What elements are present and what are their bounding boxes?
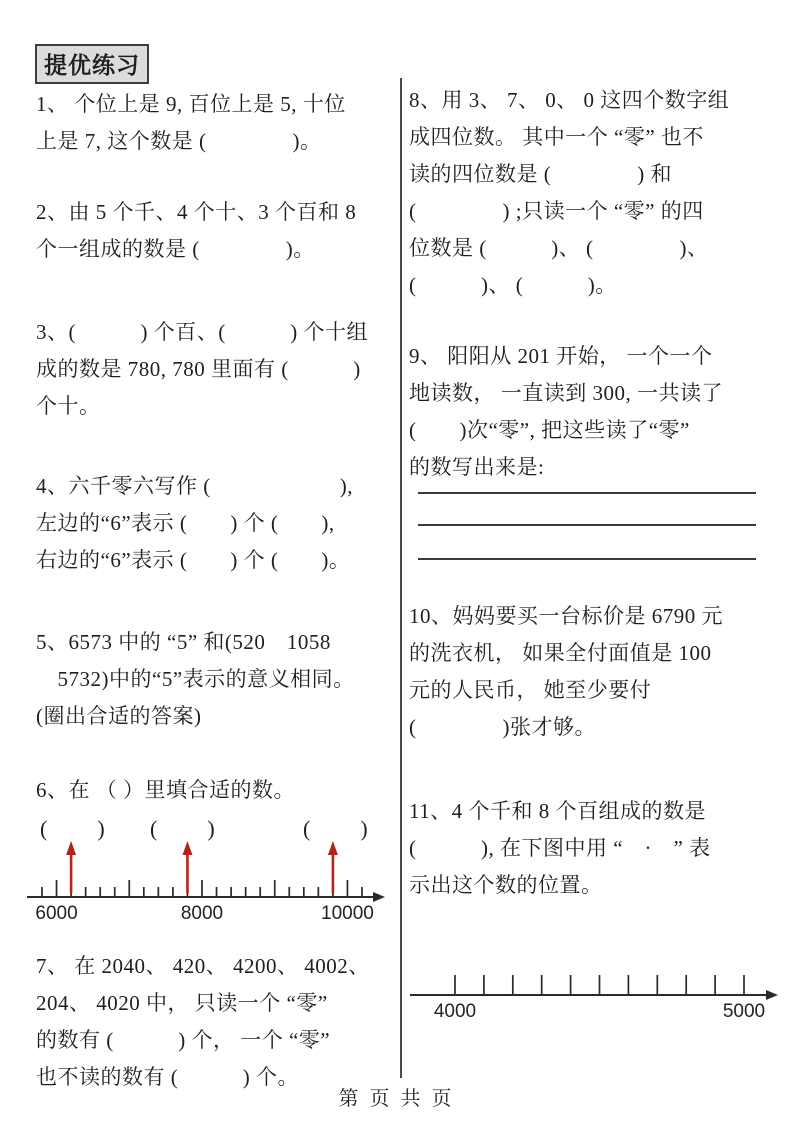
text-line: 的洗衣机， 如果全付面值是 100: [409, 641, 712, 665]
pointer-arrow-head: [182, 841, 192, 855]
page-title: 提优练习: [35, 44, 149, 84]
text-line: 3、( ) 个百、( ) 个十组: [36, 320, 368, 344]
question-4: [36, 468, 398, 579]
question-9: [409, 338, 789, 486]
blank-parens: ( ): [40, 816, 107, 841]
text-line: 11、4 个千和 8 个百组成的数是: [409, 799, 706, 823]
blank-parens: ( ): [150, 816, 217, 841]
answer-line: [418, 492, 756, 494]
text-line: 个十。: [36, 394, 101, 418]
text-line: ( ) ;只读一个 “零” 的四: [409, 199, 704, 223]
text-line: 9、 阳阳从 201 开始， 一个一个: [409, 344, 713, 368]
tick-label: 10000: [321, 903, 374, 924]
question-2: [36, 194, 398, 268]
text-line: ( )张才够。: [409, 715, 596, 739]
text-line: ( )、 ( )。: [409, 273, 617, 297]
text-line: 上是 7, 这个数是 ( )。: [36, 129, 322, 153]
text-line: 位数是 ( )、 ( )、: [409, 236, 709, 260]
text-line: 地读数， 一直读到 300, 一共读了: [409, 381, 723, 405]
blank-parens: ( ): [303, 816, 370, 841]
numberline-4000-5000: [408, 955, 786, 1025]
question-11: [409, 793, 789, 904]
text-line: 7、 在 2040、 420、 4200、 4002、: [36, 954, 370, 978]
text-line: 8、用 3、 7、 0、 0 这四个数字组: [409, 88, 730, 112]
text-line: 元的人民币， 她至少要付: [409, 678, 652, 702]
tick-label: 5000: [722, 1001, 766, 1022]
text-line: 2、由 5 个千、4 个十、3 个百和 8: [36, 200, 357, 224]
text-line: 6、在 （ ）里填合适的数。: [36, 778, 295, 802]
text-line: 1、 个位上是 9, 百位上是 5, 十位: [36, 92, 346, 116]
pointer-arrow-head: [328, 841, 338, 855]
numberline-6000-10000: [25, 839, 385, 924]
text-line: 4、六千零六写作 ( ),: [36, 474, 353, 498]
question-8: [409, 82, 789, 304]
tick-label: 6000: [35, 903, 78, 924]
question-6: [36, 772, 398, 809]
answer-line: [418, 524, 756, 526]
column-divider: [400, 78, 402, 1078]
text-line: 左边的“6”表示 ( ) 个 ( ),: [36, 511, 335, 535]
text-line: 5732)中的“5”表示的意义相同。: [36, 667, 355, 691]
tick-label: 4000: [433, 1001, 477, 1022]
text-line: 的数有 ( ) 个， 一个 “零”: [36, 1028, 331, 1052]
text-line: 个一组成的数是 ( )。: [36, 237, 315, 261]
text-line: 成的数是 780, 780 里面有 ( ): [36, 357, 361, 381]
question-1: [36, 86, 398, 160]
text-line: ( )次“零”, 把这些读了“零”: [409, 418, 690, 442]
pointer-arrow-head: [66, 841, 76, 855]
text-line: (圈出合适的答案): [36, 704, 202, 728]
question-3: [36, 314, 398, 425]
text-line: 的数写出来是:: [409, 455, 545, 479]
axis-arrowhead: [373, 892, 385, 902]
axis-arrowhead: [766, 990, 778, 1000]
tick-label: 8000: [180, 903, 224, 924]
text-line: 也不读的数有 ( ) 个。: [36, 1065, 299, 1089]
text-line: 示出这个数的位置。: [409, 873, 603, 897]
text-line: 右边的“6”表示 ( ) 个 ( )。: [36, 548, 351, 572]
page-footer: 第 页 共 页: [338, 1088, 455, 1110]
question-5: [36, 624, 398, 735]
text-line: 读的四位数是 ( ) 和: [409, 162, 672, 186]
text-line: ( ), 在下图中用 “ · ” 表: [409, 836, 711, 860]
text-line: 5、6573 中的 “5” 和(520 1058: [36, 630, 331, 654]
answer-line: [418, 558, 756, 560]
text-line: 成四位数。 其中一个 “零” 也不: [409, 125, 704, 149]
text-line: 204、 4020 中， 只读一个 “零”: [36, 991, 328, 1015]
question-10: [409, 598, 789, 746]
question-7: [36, 948, 398, 1096]
text-line: 10、妈妈要买一台标价是 6790 元: [409, 604, 723, 628]
